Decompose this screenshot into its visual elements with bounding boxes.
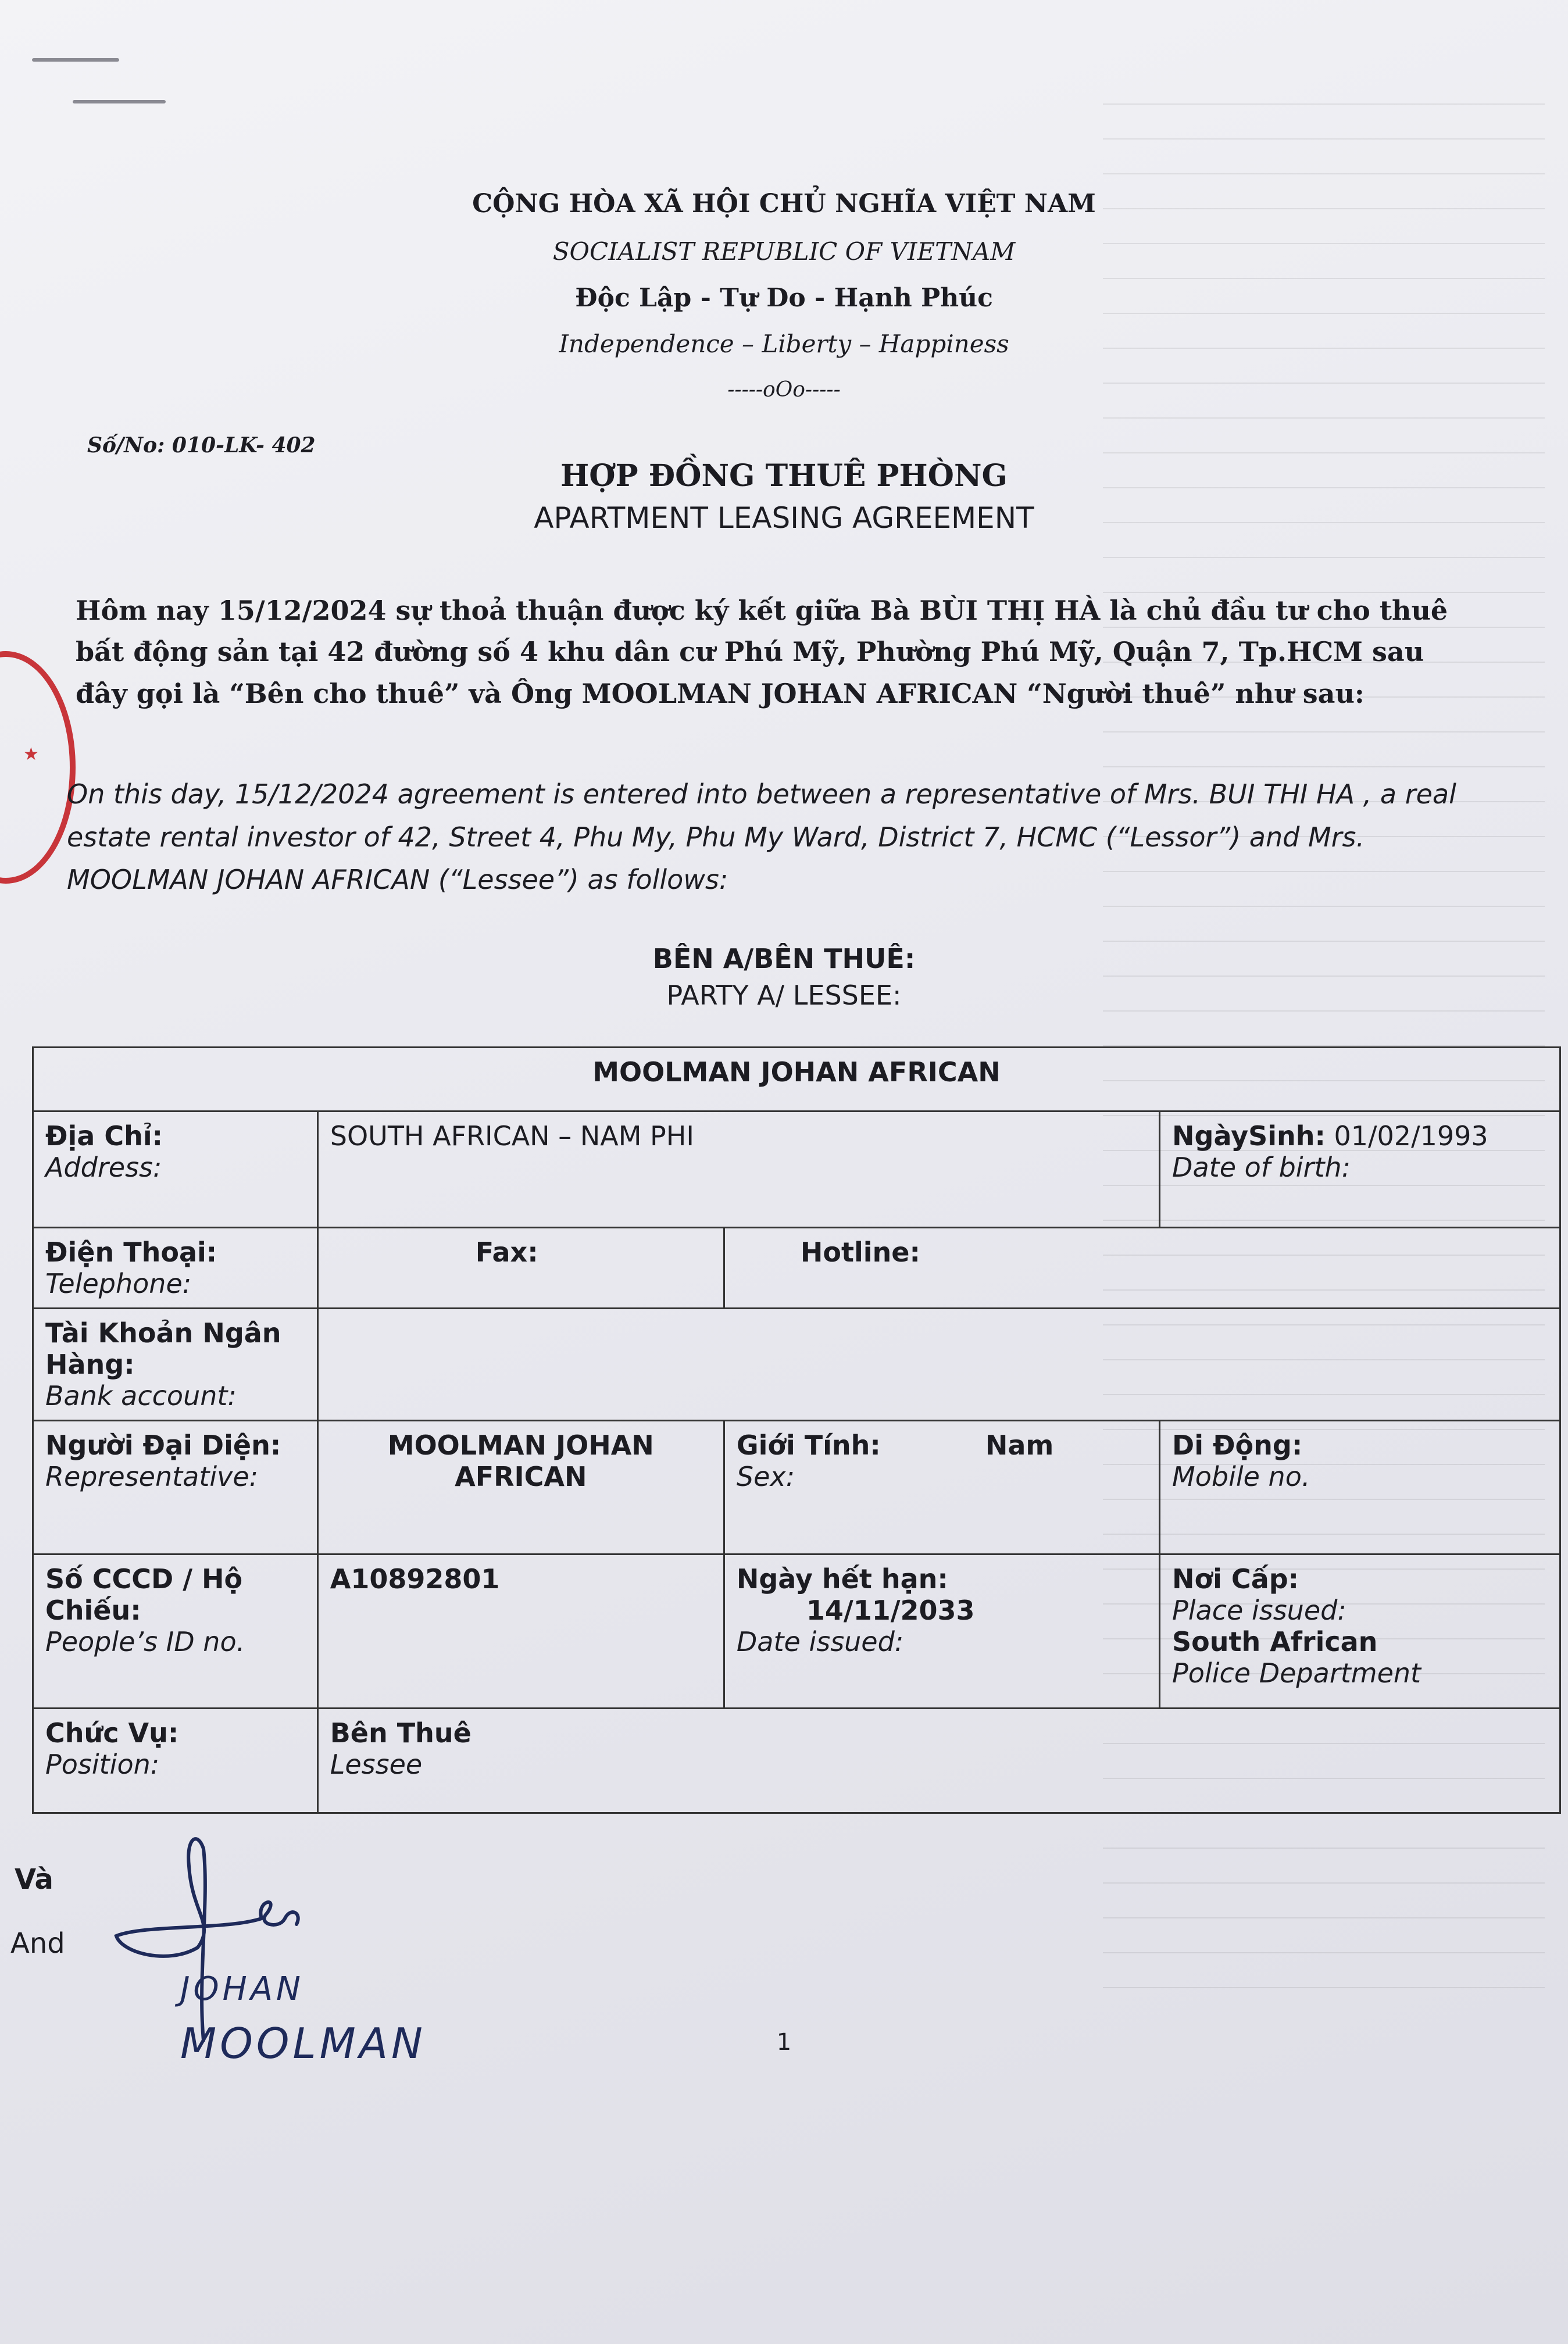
phone-label-cell: [33, 1228, 318, 1309]
mobile-label-en: Mobile no.: [1172, 1461, 1310, 1492]
rep-label-vi: Người Đại Diện:: [45, 1430, 281, 1461]
bank-value-cell: [317, 1309, 1560, 1421]
rep-label-en: Representative:: [45, 1461, 259, 1492]
address-value: SOUTH AFRICAN – NAM PHI: [330, 1120, 694, 1152]
party-heading-en: PARTY A/ LESSEE:: [666, 980, 902, 1011]
place-value: South African: [1172, 1626, 1378, 1657]
id-label-vi: Số CCCD / Hộ Chiếu:: [45, 1563, 243, 1626]
staple-mark: [73, 100, 166, 103]
mobile-label-vi: Di Động:: [1172, 1430, 1303, 1461]
country-title-en: SOCIALIST REPUBLIC OF VIETNAM: [552, 237, 1016, 266]
id-label-en: People’s ID no.: [45, 1626, 245, 1657]
party-heading-vi: BÊN A/BÊN THUÊ:: [652, 943, 916, 974]
dob-label-vi: NgàySinh:: [1172, 1120, 1326, 1152]
sex-label-vi: Giới Tính:: [736, 1430, 881, 1461]
sex-value: Nam: [985, 1430, 1054, 1461]
motto-vi: Độc Lập - Tự Do - Hạnh Phúc: [575, 283, 993, 313]
address-label-en: Address:: [45, 1152, 162, 1183]
position-value-cell: [317, 1709, 1560, 1813]
position-label-cell: [33, 1709, 318, 1813]
header-divider: -----oOo-----: [727, 378, 841, 402]
rep-value: MOOLMAN JOHAN AFRICAN: [387, 1430, 654, 1492]
bank-label-vi: Tài Khoản Ngân Hàng:: [45, 1317, 281, 1380]
position-value-vi: Bên Thuê: [330, 1717, 472, 1749]
title-vi: HỢP ĐỒNG THUÊ PHÒNG: [560, 458, 1008, 494]
contract-number: Số/No: 010-LK- 402: [87, 433, 316, 458]
phone-label-en: Telephone:: [45, 1268, 192, 1299]
expiry-value: 14/11/2033: [806, 1595, 975, 1626]
country-title-vi: CỘNG HÒA XÃ HỘI CHỦ NGHĨA VIỆT NAM: [472, 189, 1096, 219]
fax-label: Fax:: [475, 1237, 538, 1268]
page-number: 1: [776, 2029, 792, 2056]
party-name: MOOLMAN JOHAN AFRICAN: [592, 1056, 1001, 1088]
intro-vi: Hôm nay 15/12/2024 sự thoả thuận được ký kết giữa Bà BÙI THỊ HÀ là chủ đầu tư cho thuê bất động sản tại 42 đường số 4 khu dân cư Phú Mỹ, Phường Phú Mỹ, Quận 7, Tp.HCM sau đây gọi là “Bên cho thuê” và Ông MOOLMAN JOHAN AFRICAN “Người thuê” như sau:: [76, 595, 1448, 709]
bank-label-en: Bank account:: [45, 1380, 237, 1412]
expiry-label-en: Date issued:: [736, 1626, 904, 1657]
address-value-cell: [317, 1112, 1159, 1228]
id-label-cell: [33, 1555, 318, 1709]
address-label-vi: Địa Chỉ:: [45, 1120, 163, 1152]
position-value-en: Lessee: [330, 1749, 423, 1780]
red-seal-stamp: ★: [0, 651, 76, 884]
hotline-label: Hotline:: [800, 1237, 920, 1268]
party-name-cell: [33, 1048, 1560, 1112]
expiry-label-vi: Ngày hết hạn:: [736, 1563, 948, 1595]
motto-en: Independence – Liberty – Happiness: [559, 330, 1009, 358]
bank-label-cell: [33, 1309, 318, 1421]
dob-label-en: Date of birth:: [1172, 1152, 1351, 1183]
fax-cell: [317, 1228, 724, 1309]
place-value-en: Police Department: [1172, 1657, 1421, 1689]
hotline-cell: [724, 1228, 1560, 1309]
place-label-vi: Nơi Cấp:: [1172, 1563, 1299, 1595]
svg-text:JOHAN: JOHAN: [180, 1970, 304, 2008]
rep-value-cell: [317, 1421, 724, 1555]
and-vi: Và: [15, 1863, 53, 1896]
staple-mark: [32, 58, 119, 62]
and-en: And: [10, 1927, 65, 1960]
mobile-cell: [1160, 1421, 1560, 1555]
place-cell: [1160, 1555, 1560, 1709]
dob-cell: [1160, 1112, 1560, 1228]
phone-label-vi: Điện Thoại:: [45, 1237, 217, 1268]
svg-text:MOOLMAN: MOOLMAN: [180, 2019, 426, 2068]
place-label-en: Place issued:: [1172, 1595, 1346, 1626]
lessee-info-table: [32, 1046, 1561, 1814]
intro-en: On this day, 15/12/2024 agreement is entered into between a representative of Mrs. BUI THI HA , a real estate rental investor of 42, Street 4, Phu My, Phu My Ward, District 7, HCMC (“Lessor”) and Mrs. MOOLMAN JOHAN AFRICAN (“Lessee”) as follows:: [67, 778, 1456, 896]
sex-cell: [724, 1421, 1159, 1555]
sex-label-en: Sex:: [736, 1461, 795, 1492]
id-value: A10892801: [330, 1563, 500, 1595]
dob-value: 01/02/1993: [1334, 1120, 1488, 1152]
position-label-vi: Chức Vụ:: [45, 1717, 179, 1749]
id-value-cell: [317, 1555, 724, 1709]
rep-label-cell: [33, 1421, 318, 1555]
expiry-cell: [724, 1555, 1159, 1709]
title-en: APARTMENT LEASING AGREEMENT: [534, 501, 1034, 535]
position-label-en: Position:: [45, 1749, 160, 1780]
address-label-cell: [33, 1112, 318, 1228]
